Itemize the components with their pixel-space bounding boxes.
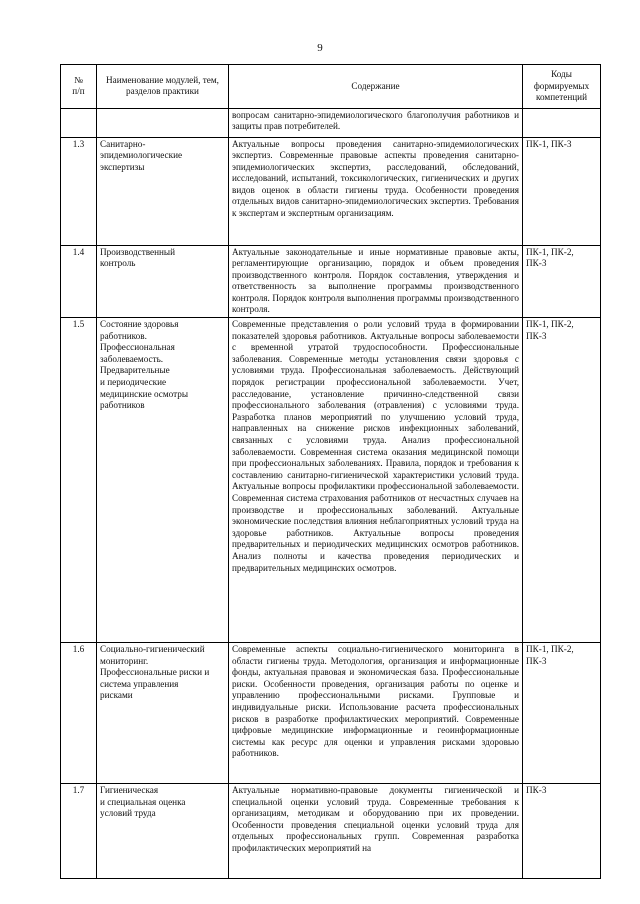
row-number: 1.7 — [61, 784, 97, 879]
row-module-name: Социально-гигиенический мониторинг. Профессиональные риски и система управления рисками — [97, 643, 229, 784]
header-competency-codes: Коды формируемых компетенций — [523, 65, 601, 109]
table-row — [61, 245, 601, 318]
row-module-name — [97, 108, 229, 137]
header-module-name: Наименование модулей, тем, разделов практики — [97, 65, 229, 109]
row-module-name: Состояние здоровья работников. Профессиональная заболеваемость. Предварительные и периодические медицинские осмотры работников — [97, 318, 229, 643]
row-content: вопросам санитарно-эпидемиологического благополучия работников и защиты прав потребителей. — [229, 108, 523, 137]
row-number: 1.3 — [61, 137, 97, 245]
row-competency-codes: ПК-1, ПК-2, ПК-3 — [523, 245, 601, 318]
header-number: № п/п — [61, 65, 97, 109]
table-row — [61, 318, 601, 643]
table-row — [61, 137, 601, 245]
row-competency-codes: ПК-1, ПК-2, ПК-3 — [523, 643, 601, 784]
row-module-name: Производственный контроль — [97, 245, 229, 318]
row-content: Современные представления о роли условий труда в формировании показателей здоровья работников. Актуальные вопросы заболеваемости с временной утратой трудоспособности. Профессиональные заболевания. Современные методы установления связи здоровья с условиями труда. Профессиональная заболеваемость. Действующий порядок регистрации профессиональной заболеваемости. Учет, расследование, установление причинно-следственной связи профессионального заболевания (отравления) с условиями труда. Разработка планов мероприятий по улучшению условий труда, направленных на снижение рисков инфекционных заболеваний, связанных с условиями труда. Анализ профессиональной заболеваемости. Современная система оказания медицинской помощи при профессиональных заболеваниях. Правила, порядок и требования к составлению санитарно-гигиенической характеристики условий труда. Актуальные вопросы профилактики профессиональной заболеваемости. Современная система страхования работников от несчастных случаев на производстве и профессиональных заболеваний. Актуальные экономические последствия влияния неблагоприятных условий труда на здоровье работников. Актуальные вопросы проведения предварительных и периодических медицинских осмотров работников. Анализ полноты и качества проведения периодических и предварительных медицинских осмотров. — [229, 318, 523, 643]
row-number: 1.5 — [61, 318, 97, 643]
row-content: Актуальные вопросы проведения санитарно-эпидемиологических экспертиз. Современные правовые аспекты проведения санитарно-эпидемиологических экспертиз, расследований, обследований, исследований, испытаний, токсикологических, гигиенических и других видов оценок в области гигиены труда. Особенности проведения отдельных видов санитарно-эпидемиологических экспертиз. Требования к экспертам и экспертным организациям. — [229, 137, 523, 245]
table-row — [61, 643, 601, 784]
row-content: Актуальные законодательные и иные нормативные правовые акты, регламентирующие организацию, порядок и объем проведения производственного контроля. Порядок составления, утверждения и ответственность за выполнение программы производственного контроля. Порядок контроля выполнения программы производственного контроля. — [229, 245, 523, 318]
row-number — [61, 108, 97, 137]
row-competency-codes: ПК-3 — [523, 784, 601, 879]
table-row — [61, 108, 601, 137]
row-content: Актуальные нормативно-правовые документы гигиенической и специальной оценки условий труда. Современные требования к организациям, методикам и оборудованию при их проведении. Особенности проведения специальной оценки условий труда для отдельных профессиональных групп. Современная разработка профилактических мероприятий на — [229, 784, 523, 879]
row-module-name: Гигиеническая и специальная оценка условий труда — [97, 784, 229, 879]
row-number: 1.6 — [61, 643, 97, 784]
table-row — [61, 784, 601, 879]
table-header — [61, 65, 601, 109]
row-module-name: Санитарно- эпидемиологические экспертизы — [97, 137, 229, 245]
row-competency-codes: ПК-1, ПК-3 — [523, 137, 601, 245]
row-content: Современные аспекты социально-гигиенического мониторинга в области гигиены труда. Методология, организация и информационные фонды, актуальная правовая и экономическая база. Профессиональные риски. Особенности проведения, организация работы по оценке и управлению профессиональными рисками. Групповые и индивидуальные риски. Использование расчета профессиональных рисков в разработке профилактических мероприятий. Современные цифровые медицинские информационные и геоинформационные системы как ресурс для оценки и управления рисками здоровью работников. — [229, 643, 523, 784]
header-content: Содержание — [229, 65, 523, 109]
row-number: 1.4 — [61, 245, 97, 318]
curriculum-table — [60, 64, 601, 879]
row-competency-codes — [523, 108, 601, 137]
row-competency-codes: ПК-1, ПК-2, ПК-3 — [523, 318, 601, 643]
page-number: 9 — [317, 42, 323, 54]
